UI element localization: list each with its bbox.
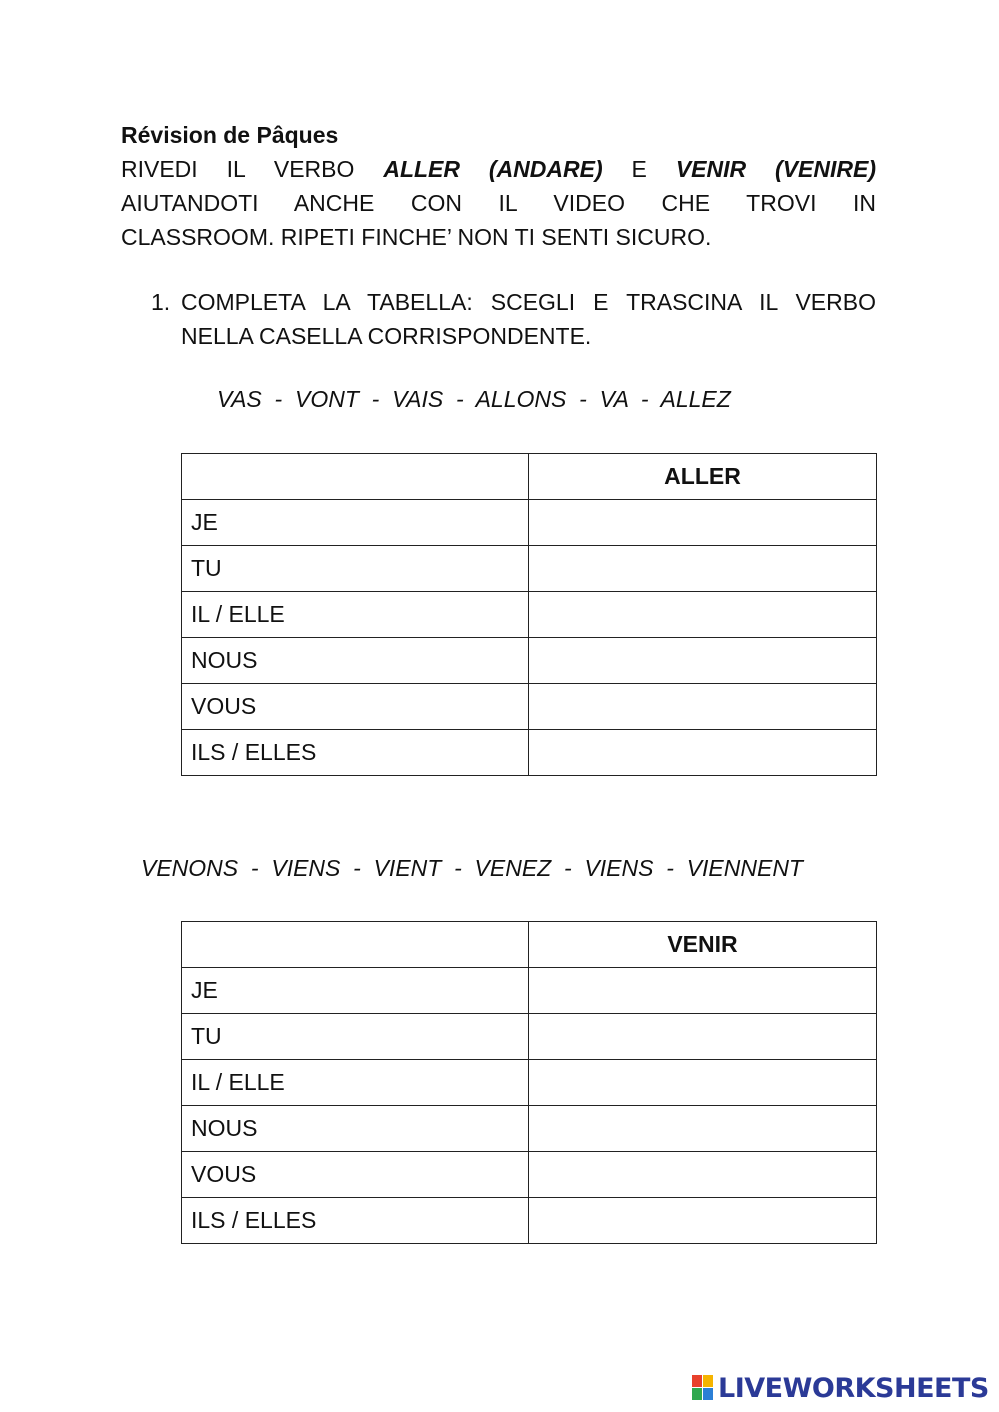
drop-box-venir-nous[interactable] [529, 1106, 877, 1152]
drop-box-aller-ils-elles[interactable] [529, 730, 877, 776]
drop-box-venir-ils-elles[interactable] [529, 1198, 877, 1244]
venir-table [181, 921, 877, 1244]
pronoun-cell: ILS / ELLES [182, 1198, 529, 1244]
pronoun-cell: IL / ELLE [182, 1060, 529, 1106]
liveworksheets-logo-text: LIVEWORKSHEETS [718, 1372, 989, 1404]
drop-box-aller-nous[interactable] [529, 638, 877, 684]
intro-line-1 [121, 152, 876, 186]
intro-text: RIVEDI IL VERBO [121, 156, 384, 182]
pronoun-cell: JE [182, 500, 529, 546]
word-bank-venir[interactable]: VENONS - VIENS - VIENT - VENEZ - VIENS - VIENNENT [141, 855, 803, 881]
aller-header: ALLER [529, 454, 877, 500]
verb-aller-label: ALLER (ANDARE) [383, 156, 603, 182]
intro-line-2: AIUTANDOTI ANCHE CON IL VIDEO CHE TROVI IN [121, 190, 876, 216]
pronoun-cell: TU [182, 1014, 529, 1060]
venir-header: VENIR [529, 922, 877, 968]
verb-venir-label: VENIR (VENIRE) [675, 156, 876, 182]
liveworksheets-logo-icon [692, 1375, 714, 1401]
task-instruction [121, 285, 876, 353]
pronoun-cell: TU [182, 546, 529, 592]
drop-box-aller-tu[interactable] [529, 546, 877, 592]
aller-table [181, 453, 877, 776]
pronoun-cell: NOUS [182, 1106, 529, 1152]
task-number: 1. [151, 289, 171, 315]
intro-paragraph [121, 152, 876, 254]
drop-box-aller-je[interactable] [529, 500, 877, 546]
drop-box-venir-tu[interactable] [529, 1014, 877, 1060]
intro-text-e: E [602, 156, 676, 182]
liveworksheets-logo [692, 1372, 989, 1404]
drop-box-aller-il-elle[interactable] [529, 592, 877, 638]
header-empty-cell [182, 922, 529, 968]
pronoun-cell: JE [182, 968, 529, 1014]
drop-box-venir-je[interactable] [529, 968, 877, 1014]
drop-box-aller-vous[interactable] [529, 684, 877, 730]
task-line-2: NELLA CASELLA CORRISPONDENTE. [181, 323, 592, 349]
pronoun-cell: NOUS [182, 638, 529, 684]
pronoun-cell: IL / ELLE [182, 592, 529, 638]
task-line-1: COMPLETA LA TABELLA: SCEGLI E TRASCINA IL VERBO [181, 289, 876, 315]
pronoun-cell: VOUS [182, 684, 529, 730]
word-bank-aller[interactable]: VAS - VONT - VAIS - ALLONS - VA - ALLEZ [217, 386, 731, 412]
header-empty-cell [182, 454, 529, 500]
drop-box-venir-il-elle[interactable] [529, 1060, 877, 1106]
pronoun-cell: VOUS [182, 1152, 529, 1198]
drop-box-venir-vous[interactable] [529, 1152, 877, 1198]
pronoun-cell: ILS / ELLES [182, 730, 529, 776]
page-title: Révision de Pâques [121, 122, 339, 148]
intro-line-3: CLASSROOM. RIPETI FINCHE’ NON TI SENTI SICURO. [121, 224, 712, 250]
